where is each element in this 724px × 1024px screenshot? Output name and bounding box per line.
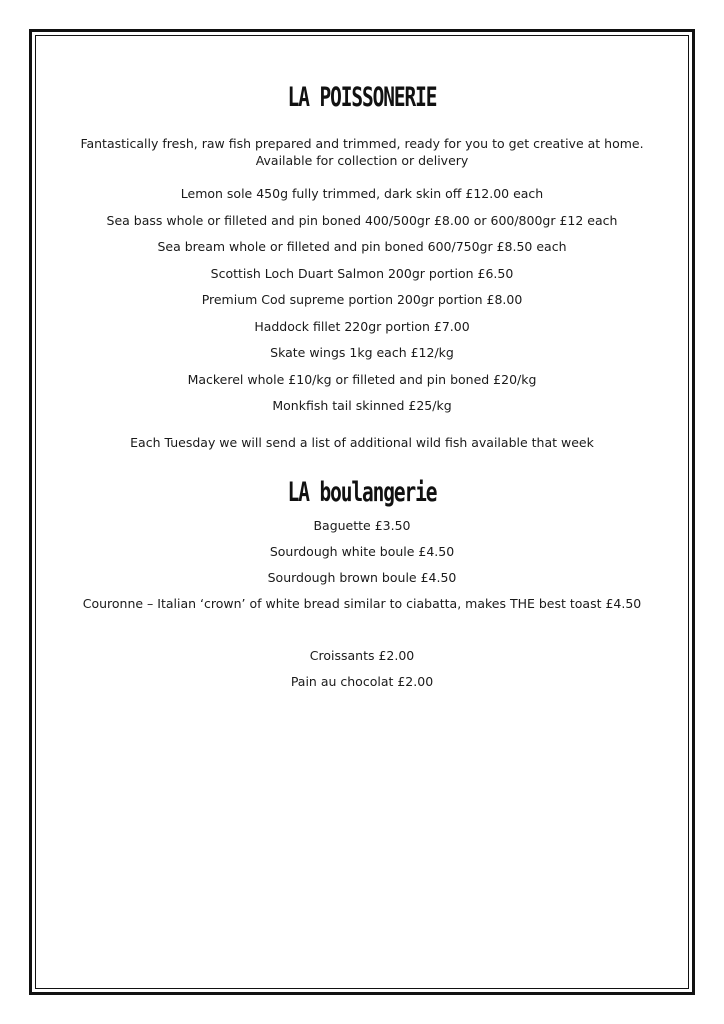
fish-list — [40, 181, 684, 420]
fish-item-sea-bass: Sea bass whole or filleted and pin boned 400/500gr £8.00 or 600/800gr £12 each — [106, 212, 618, 228]
pastry-list — [40, 643, 684, 695]
menu-content — [40, 78, 684, 695]
fish-item-sea-bream: Sea bream whole or filleted and pin boned 600/750gr £8.50 each — [157, 239, 567, 254]
weekly-fish-note: Each Tuesday we will send a list of additional wild fish available that week — [130, 434, 594, 450]
bread-item-brown-boule: Sourdough brown boule £4.50 — [267, 569, 457, 585]
intro-line-2: Available for collection or delivery — [255, 153, 469, 168]
fish-item-cod: Premium Cod supreme portion 200gr portion £8.00 — [201, 292, 523, 307]
fish-item-skate: Skate wings 1kg each £12/kg — [270, 345, 454, 360]
fish-item-salmon: Scottish Loch Duart Salmon 200gr portion £6.50 — [210, 265, 514, 281]
bread-list — [40, 513, 684, 617]
poissonerie-title: LA POISSONERIE — [287, 82, 437, 113]
bread-item-white-boule: Sourdough white boule £4.50 — [269, 543, 455, 559]
section-spacer — [40, 617, 684, 643]
poissonerie-intro — [40, 135, 684, 169]
intro-line-1: Fantastically fresh, raw fish prepared and trimmed, ready for you to get creative at home. — [80, 136, 644, 151]
pastry-item-pain-au-chocolat: Pain au chocolat £2.00 — [290, 673, 434, 689]
fish-item-lemon-sole: Lemon sole 450g fully trimmed, dark skin off £12.00 each — [180, 186, 544, 201]
bread-item-baguette: Baguette £3.50 — [313, 517, 411, 533]
bread-item-couronne: Couronne – Italian ‘crown’ of white bread similar to ciabatta, makes THE best toast £4.50 — [82, 595, 642, 611]
fish-item-monkfish: Monkfish tail skinned £25/kg — [272, 398, 452, 413]
boulangerie-title: LA boulangerie — [287, 476, 437, 508]
fish-item-haddock: Haddock fillet 220gr portion £7.00 — [254, 318, 470, 334]
pastry-item-croissants: Croissants £2.00 — [309, 647, 415, 663]
fish-item-mackerel: Mackerel whole £10/kg or filleted and pin boned £20/kg — [187, 371, 537, 387]
